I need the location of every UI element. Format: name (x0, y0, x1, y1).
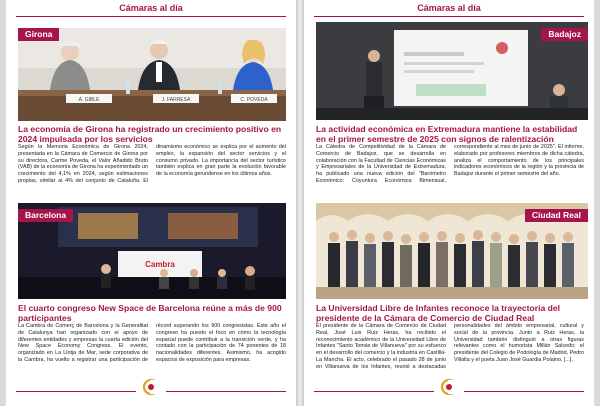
header-rule (314, 16, 584, 17)
nameplate-1: A. GIBLE (78, 97, 100, 103)
ciudad-real-photo (316, 203, 588, 299)
tag-ciudad-real: Ciudad Real (525, 209, 588, 222)
badajoz-headline: La actividad económica en Extremadura mantiene la estabilidad en el primer semestre de 2025 con signos de ralentización (316, 124, 578, 144)
header-rule (16, 16, 286, 17)
tag-barcelona: Barcelona (18, 209, 73, 222)
tag-girona: Girona (18, 28, 59, 41)
girona-headline: La economía de Girona ha registrado un crecimiento positivo en 2024 impulsada por los servicios (18, 124, 282, 144)
camara-logo (441, 379, 457, 400)
tag-badajoz: Badajoz (541, 28, 588, 41)
girona-photo-illustration (18, 28, 286, 121)
ciudad-real-body: El presidente de la Cámara de Comercio de Ciudad Real, José Luis Ruiz Heras, ha recibido el reconocimiento académico de la Universidad Libre de Infantes "Santo Tomás de Villanueva" por su esfuerzo en el desarrollo del comercio y la industria en Castilla-La Mancha. El acto, celebrado el pasado 28 de junio en Villanueva de los Infantes, reunió a destacadas personalidades del ámbito empresarial, cultural y social de la provincia. Junto a Ruiz Heras, la Universidad también distinguió a otras figuras relevantes como el humorista Millán Salcedo; el presidente del Colegio de Podología de Madrid, Pedro Villalta y el poeta Juan José Guardia Polaino, [...]. (316, 323, 584, 370)
screen-label: Cambra (145, 260, 175, 269)
nameplate-2: J. FARRESA (161, 97, 191, 103)
spine-shadow (296, 0, 304, 406)
footer-rule (166, 391, 286, 392)
footer-rule (314, 391, 434, 392)
barcelona-headline: El cuarto congreso New Space de Barcelona reúne a más de 900 participantes (18, 303, 282, 323)
footer-rule (464, 391, 584, 392)
badajoz-photo (316, 22, 588, 120)
footer-rule (16, 391, 136, 392)
barcelona-body: La Cambra de Comerç de Barcelona y la Generalitat de Catalunya han organizado con el apoyo de diferentes entidades y empresas la cuarta edición del New Space Economy Congress. El evento, organizado en La Llotja de Mar, sede corporativa de la Cambra, ha vuelto a registrar una participación de récord superando los 900 congresistas. Este año el congreso ha puesto el foco en cómo la tecnología espacial puede contribuir a la transición verde, y ha contado con la participación de 74 ponentes de 18 nacionalidades diferentes. Asimismo, ha acogido espacios de exposición para empresas. (18, 323, 286, 363)
ciudad-real-headline: La Universidad Libre de Infantes reconoce la trayectoria del presidente de la Cámara de Comercio de Ciudad Real (316, 303, 561, 323)
girona-photo (18, 28, 286, 121)
section-header-title: Cámaras al día (119, 3, 183, 13)
barcelona-photo (18, 203, 286, 299)
section-header-title: Cámaras al día (417, 3, 481, 13)
nameplate-3: C. POVEDA (240, 97, 268, 103)
left-page (6, 0, 296, 406)
camara-logo (143, 379, 159, 400)
badajoz-body: La Cátedra de Competitividad de la Cámara de Comercio de Badajoz, que se desarrolla en colaboración con la Facultad de Ciencias Económicas y Empresariales de la Universidad de Extremadura, ha publicado una nueva edición del "Barómetro Económico: Coyuntura Económica Bimensual, correspondiente al mes de junio de 2025". El informe, elaborado por profesores miembros de dicha cátedra, analiza el comportamiento de los principales indicadores económicos de la región y la provincia de Badajoz durante el primer semestre del año. (316, 144, 584, 184)
right-page (304, 0, 594, 406)
girona-body: Según la Memoria Económica de Girona 2024, presentada en la Cámara de Comercio de Girona por su directora, Carme Poveda, el Valor Añadido Bruto (VAB) de la economía de Girona ha experimentado un crecimiento del 4,1% en 2024, según estimaciones propias, similar al 4% del conjunto de Cataluña. El dinamismo económico se explica por el aumento del empleo, la expansión del sector servicios y el consumo privado. La importancia del sector turístico también explica en gran parte la evolución favorable de la economía gerundense en los últimos años. (18, 144, 286, 184)
